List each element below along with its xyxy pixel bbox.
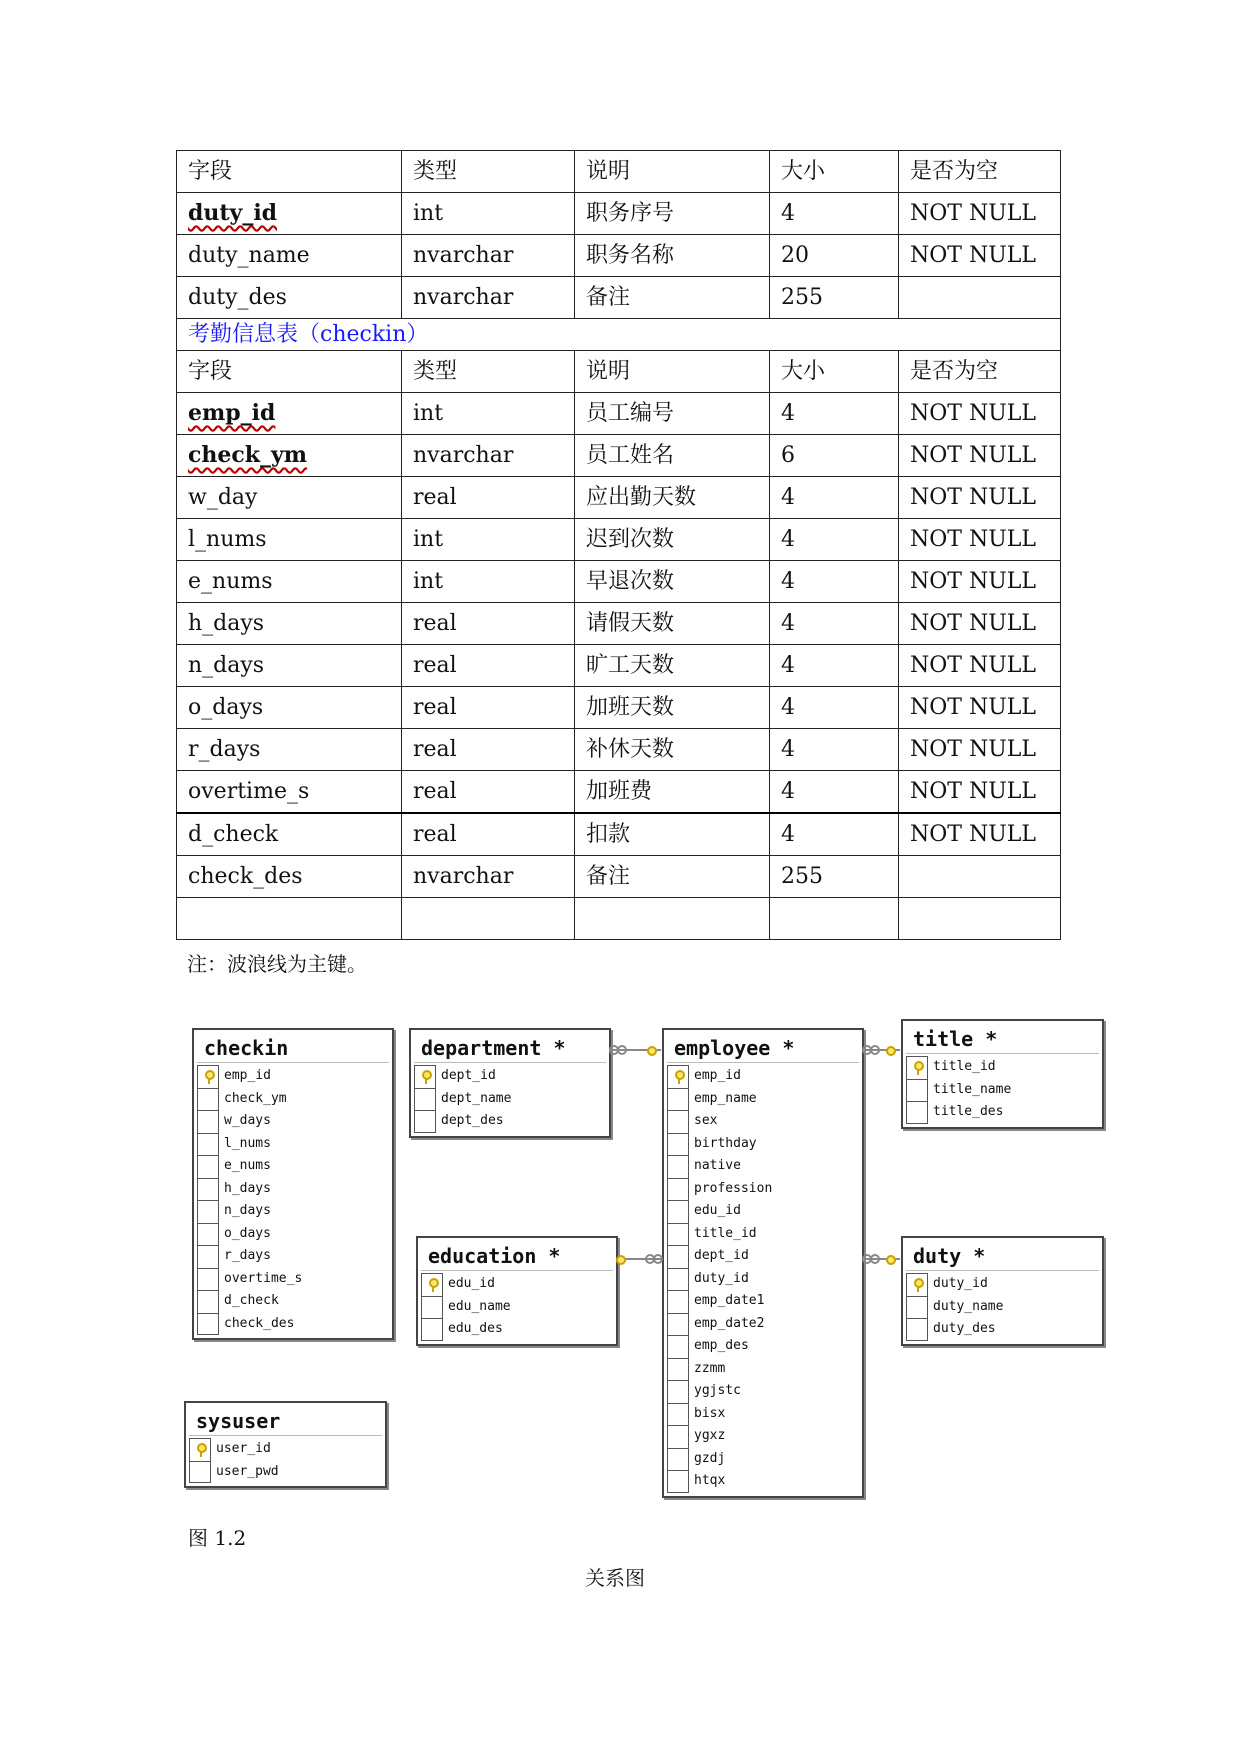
table-row: [177, 813, 1061, 856]
table-row: [177, 235, 1061, 277]
cell-field: l_nums: [177, 519, 402, 561]
field-table: [176, 150, 1061, 940]
header-cell: 是否为空: [899, 351, 1061, 393]
entity-name: duty *: [906, 1238, 1099, 1271]
entity-field-name: e_nums: [224, 1158, 271, 1173]
entity-field-row[interactable]: [667, 1245, 859, 1268]
entity-field-row[interactable]: [197, 1088, 389, 1111]
entity-field-row[interactable]: [667, 1425, 859, 1448]
cell-size: 4: [770, 477, 899, 519]
cell-type: real: [402, 813, 575, 856]
cell-size: 6: [770, 435, 899, 477]
primary-key-icon: [414, 1065, 436, 1088]
cell-type: int: [402, 193, 575, 235]
cell-size: 20: [770, 235, 899, 277]
entity-field-name: htqx: [694, 1473, 726, 1488]
entity-fields: [667, 1065, 859, 1493]
primary-key-icon: [421, 1273, 443, 1296]
key-icon: [913, 1061, 922, 1075]
field-marker: [667, 1290, 689, 1313]
entity-name: checkin: [197, 1030, 389, 1063]
entity-field-row[interactable]: [197, 1110, 389, 1133]
entity-field-row[interactable]: [414, 1065, 606, 1088]
entity-field-name: user_id: [216, 1441, 271, 1456]
field-marker: [667, 1110, 689, 1133]
empty-cell: [770, 898, 899, 940]
primary-key-icon: [906, 1056, 928, 1079]
cell-size: 4: [770, 771, 899, 814]
header-cell: 说明: [575, 151, 770, 193]
entity-field-row[interactable]: [421, 1318, 613, 1341]
entity-field-name: dept_name: [441, 1090, 512, 1106]
entity-field-name: emp_id: [694, 1068, 741, 1083]
entity-field-row[interactable]: [667, 1470, 859, 1493]
entity-education[interactable]: [416, 1236, 618, 1346]
entity-field-row[interactable]: [197, 1133, 389, 1156]
primary-key-icon: [906, 1273, 928, 1296]
entity-fields: [906, 1273, 1099, 1341]
cell-field: n_days: [177, 645, 402, 687]
cell-size: 4: [770, 813, 899, 856]
cell-field: emp_id: [177, 393, 402, 435]
figure-label: 图 1.2: [188, 1526, 247, 1550]
entity-checkin[interactable]: [192, 1028, 394, 1340]
field-marker: [414, 1110, 436, 1133]
cell-nullable: NOT NULL: [899, 435, 1061, 477]
cell-size: 4: [770, 603, 899, 645]
entity-field-row[interactable]: [667, 1313, 859, 1336]
entity-sysuser[interactable]: [184, 1401, 387, 1488]
cell-type: int: [402, 393, 575, 435]
cell-size: 4: [770, 519, 899, 561]
entity-field-name: title_id: [694, 1225, 757, 1241]
table-row: [177, 771, 1061, 814]
field-marker: [197, 1290, 219, 1313]
entity-field-row[interactable]: [667, 1290, 859, 1313]
table-row: [177, 277, 1061, 319]
empty-cell: [899, 898, 1061, 940]
cell-type: int: [402, 561, 575, 603]
cell-desc: 应出勤天数: [575, 477, 770, 519]
entity-field-name: check_ym: [224, 1090, 287, 1106]
field-marker: [667, 1470, 689, 1493]
empty-row: [177, 898, 1061, 940]
cell-nullable: NOT NULL: [899, 193, 1061, 235]
table-row: [177, 645, 1061, 687]
primary-key-icon: [189, 1438, 211, 1461]
header-cell: 大小: [770, 151, 899, 193]
entity-field-row[interactable]: [906, 1296, 1099, 1319]
entity-field-row[interactable]: [197, 1065, 389, 1088]
cell-field: duty_name: [177, 235, 402, 277]
table-row: [177, 561, 1061, 603]
entity-field-row[interactable]: [189, 1438, 382, 1461]
section-title: 考勤信息表（checkin）: [177, 319, 1061, 351]
entity-field-row[interactable]: [906, 1318, 1099, 1341]
entity-field-row[interactable]: [189, 1461, 382, 1484]
entity-field-name: emp_des: [694, 1338, 749, 1353]
cell-nullable: NOT NULL: [899, 393, 1061, 435]
field-marker: [197, 1245, 219, 1268]
cell-desc: 旷工天数: [575, 645, 770, 687]
cell-field: r_days: [177, 729, 402, 771]
cell-nullable: NOT NULL: [899, 235, 1061, 277]
header-cell: 字段: [177, 151, 402, 193]
entity-field-row[interactable]: [667, 1065, 859, 1088]
entity-field-name: d_check: [224, 1293, 279, 1308]
field-marker: [197, 1110, 219, 1133]
entity-department[interactable]: [409, 1028, 611, 1138]
field-marker: [667, 1155, 689, 1178]
entity-fields: [414, 1065, 606, 1133]
cell-field: o_days: [177, 687, 402, 729]
entity-name: education *: [421, 1238, 613, 1271]
cell-size: 4: [770, 729, 899, 771]
table-note: 注：波浪线为主键。: [187, 952, 367, 976]
entity-field-row[interactable]: [667, 1110, 859, 1133]
header-cell: 类型: [402, 351, 575, 393]
entity-field-name: o_days: [224, 1225, 271, 1241]
entity-field-row[interactable]: [667, 1335, 859, 1358]
cell-desc: 员工编号: [575, 393, 770, 435]
field-marker: [197, 1155, 219, 1178]
field-marker: [197, 1178, 219, 1201]
entity-fields: [421, 1273, 613, 1341]
key-icon: [913, 1278, 922, 1292]
entity-field-name: edu_id: [694, 1203, 741, 1218]
key-icon: [196, 1443, 205, 1457]
entity-field-name: edu_id: [448, 1276, 495, 1291]
cell-field: e_nums: [177, 561, 402, 603]
cell-desc: 职务名称: [575, 235, 770, 277]
table-header-row: [177, 351, 1061, 393]
relationship-employee-title[interactable]: [862, 1047, 900, 1053]
cell-size: 4: [770, 561, 899, 603]
entity-field-row[interactable]: [197, 1268, 389, 1291]
field-marker: [906, 1296, 928, 1319]
table-row: [177, 687, 1061, 729]
entity-fields: [197, 1065, 389, 1335]
table-row: [177, 856, 1061, 898]
field-marker: [667, 1425, 689, 1448]
cell-field: w_day: [177, 477, 402, 519]
field-marker: [667, 1178, 689, 1201]
field-marker: [197, 1133, 219, 1156]
entity-field-name: edu_name: [448, 1298, 511, 1314]
entity-field-name: gzdj: [694, 1450, 726, 1466]
key-icon: [428, 1278, 437, 1292]
field-marker: [667, 1358, 689, 1381]
table-header-row: [177, 151, 1061, 193]
cell-field: check_des: [177, 856, 402, 898]
entity-field-row[interactable]: [414, 1088, 606, 1111]
entity-field-name: zzmm: [694, 1360, 726, 1376]
entity-field-name: title_des: [933, 1104, 1004, 1119]
cell-type: nvarchar: [402, 235, 575, 277]
entity-field-name: sex: [694, 1113, 718, 1128]
section-row: [177, 319, 1061, 351]
field-marker: [667, 1403, 689, 1426]
entity-field-row[interactable]: [906, 1079, 1099, 1102]
header-cell: 大小: [770, 351, 899, 393]
entity-field-row[interactable]: [667, 1088, 859, 1111]
cell-nullable: [899, 856, 1061, 898]
entity-field-name: emp_name: [694, 1090, 757, 1106]
cell-type: real: [402, 771, 575, 814]
entity-field-row[interactable]: [421, 1273, 613, 1296]
entity-fields: [906, 1056, 1099, 1124]
field-marker: [197, 1313, 219, 1336]
key-icon: [204, 1070, 213, 1084]
entity-field-name: bisx: [694, 1405, 726, 1421]
entity-field-row[interactable]: [667, 1448, 859, 1471]
entity-field-name: birthday: [694, 1135, 757, 1151]
cell-nullable: NOT NULL: [899, 645, 1061, 687]
cell-size: 255: [770, 277, 899, 319]
entity-field-row[interactable]: [197, 1245, 389, 1268]
field-marker: [667, 1335, 689, 1358]
table-row: [177, 477, 1061, 519]
field-marker: [667, 1223, 689, 1246]
entity-duty[interactable]: [901, 1236, 1104, 1346]
entity-field-name: title_name: [933, 1081, 1012, 1097]
field-marker: [906, 1101, 928, 1124]
table-row: [177, 435, 1061, 477]
entity-field-name: emp_date1: [694, 1293, 765, 1308]
cell-desc: 请假天数: [575, 603, 770, 645]
entity-title[interactable]: [901, 1019, 1104, 1129]
entity-field-name: native: [694, 1158, 741, 1173]
cell-type: nvarchar: [402, 856, 575, 898]
entity-field-row[interactable]: [667, 1403, 859, 1426]
cell-type: real: [402, 687, 575, 729]
header-cell: 是否为空: [899, 151, 1061, 193]
cell-field: overtime_s: [177, 771, 402, 814]
table-row: [177, 603, 1061, 645]
entity-field-name: w_days: [224, 1113, 271, 1128]
entity-field-name: emp_id: [224, 1068, 271, 1083]
field-marker: [421, 1296, 443, 1319]
field-marker: [667, 1133, 689, 1156]
field-marker: [667, 1380, 689, 1403]
cell-type: real: [402, 603, 575, 645]
entity-field-name: n_days: [224, 1203, 271, 1218]
entity-field-row[interactable]: [197, 1313, 389, 1336]
cell-desc: 迟到次数: [575, 519, 770, 561]
field-marker: [197, 1223, 219, 1246]
entity-field-name: duty_des: [933, 1321, 996, 1336]
entity-field-row[interactable]: [197, 1200, 389, 1223]
cell-desc: 扣款: [575, 813, 770, 856]
cell-desc: 加班费: [575, 771, 770, 814]
cell-type: nvarchar: [402, 277, 575, 319]
field-marker: [197, 1200, 219, 1223]
table-row: [177, 193, 1061, 235]
entity-field-row[interactable]: [421, 1296, 613, 1319]
primary-key-icon: [667, 1065, 689, 1088]
entity-field-row[interactable]: [667, 1178, 859, 1201]
cell-field: check_ym: [177, 435, 402, 477]
entity-field-name: title_id: [933, 1059, 996, 1074]
cell-nullable: NOT NULL: [899, 729, 1061, 771]
entity-field-name: duty_id: [694, 1270, 749, 1286]
figure-title: 关系图: [585, 1566, 645, 1590]
cell-desc: 备注: [575, 856, 770, 898]
field-marker: [667, 1245, 689, 1268]
cell-size: 4: [770, 393, 899, 435]
header-cell: 说明: [575, 351, 770, 393]
entity-field-row[interactable]: [667, 1155, 859, 1178]
header-cell: 字段: [177, 351, 402, 393]
entity-field-row[interactable]: [667, 1380, 859, 1403]
cell-nullable: NOT NULL: [899, 561, 1061, 603]
relationship-department-employee[interactable]: [609, 1047, 661, 1053]
cell-field: duty_id: [177, 193, 402, 235]
entity-field-name: r_days: [224, 1248, 271, 1263]
field-marker: [906, 1318, 928, 1341]
entity-field-name: ygxz: [694, 1428, 726, 1443]
cell-nullable: [899, 277, 1061, 319]
cell-size: 4: [770, 645, 899, 687]
field-marker: [421, 1318, 443, 1341]
key-icon: [421, 1070, 430, 1084]
entity-name: department *: [414, 1030, 606, 1063]
entity-name: sysuser: [189, 1403, 382, 1436]
entity-field-row[interactable]: [906, 1056, 1099, 1079]
table-row: [177, 393, 1061, 435]
cell-nullable: NOT NULL: [899, 687, 1061, 729]
entity-field-name: user_pwd: [216, 1463, 279, 1479]
entity-field-row[interactable]: [667, 1200, 859, 1223]
cell-desc: 加班天数: [575, 687, 770, 729]
entity-field-row[interactable]: [667, 1223, 859, 1246]
empty-cell: [177, 898, 402, 940]
cell-field: duty_des: [177, 277, 402, 319]
cell-size: 255: [770, 856, 899, 898]
entity-field-row[interactable]: [197, 1178, 389, 1201]
key-icon: [674, 1070, 683, 1084]
cell-nullable: NOT NULL: [899, 519, 1061, 561]
entity-field-name: dept_id: [694, 1248, 749, 1263]
cell-desc: 员工姓名: [575, 435, 770, 477]
cell-size: 4: [770, 687, 899, 729]
entity-field-name: l_nums: [224, 1135, 271, 1151]
entity-fields: [189, 1438, 382, 1483]
cell-nullable: NOT NULL: [899, 603, 1061, 645]
cell-field: d_check: [177, 813, 402, 856]
entity-field-row[interactable]: [197, 1223, 389, 1246]
entity-name: employee *: [667, 1030, 859, 1063]
entity-field-name: ygjstc: [694, 1383, 741, 1398]
table-row: [177, 519, 1061, 561]
cell-nullable: NOT NULL: [899, 813, 1061, 856]
table-row: [177, 729, 1061, 771]
entity-field-name: profession: [694, 1180, 773, 1196]
cell-type: int: [402, 519, 575, 561]
field-marker: [197, 1268, 219, 1291]
header-cell: 类型: [402, 151, 575, 193]
entity-field-name: check_des: [224, 1315, 295, 1331]
relationship-education-employee[interactable]: [616, 1256, 661, 1262]
field-marker: [189, 1461, 211, 1484]
cell-desc: 早退次数: [575, 561, 770, 603]
entity-field-name: edu_des: [448, 1321, 503, 1336]
cell-field: h_days: [177, 603, 402, 645]
field-marker: [667, 1313, 689, 1336]
entity-field-name: dept_id: [441, 1068, 496, 1083]
primary-key-icon: [197, 1065, 219, 1088]
entity-field-name: h_days: [224, 1180, 271, 1196]
cell-type: nvarchar: [402, 435, 575, 477]
entity-field-row[interactable]: [906, 1273, 1099, 1296]
field-marker: [667, 1268, 689, 1291]
field-marker: [906, 1079, 928, 1102]
field-marker: [667, 1448, 689, 1471]
field-marker: [197, 1088, 219, 1111]
cell-nullable: NOT NULL: [899, 477, 1061, 519]
empty-cell: [402, 898, 575, 940]
entity-field-name: duty_name: [933, 1298, 1004, 1314]
cell-nullable: NOT NULL: [899, 771, 1061, 814]
entity-field-row[interactable]: [906, 1101, 1099, 1124]
entity-name: title *: [906, 1021, 1099, 1054]
field-marker: [414, 1088, 436, 1111]
relationship-employee-duty[interactable]: [862, 1256, 900, 1262]
entity-employee[interactable]: [662, 1028, 864, 1498]
empty-cell: [575, 898, 770, 940]
entity-field-row[interactable]: [667, 1133, 859, 1156]
entity-field-row[interactable]: [414, 1110, 606, 1133]
cell-type: real: [402, 477, 575, 519]
cell-desc: 补休天数: [575, 729, 770, 771]
cell-type: real: [402, 645, 575, 687]
entity-field-name: overtime_s: [224, 1270, 303, 1286]
cell-desc: 职务序号: [575, 193, 770, 235]
cell-type: real: [402, 729, 575, 771]
entity-field-name: dept_des: [441, 1113, 504, 1128]
cell-desc: 备注: [575, 277, 770, 319]
field-marker: [667, 1200, 689, 1223]
field-marker: [667, 1088, 689, 1111]
cell-size: 4: [770, 193, 899, 235]
entity-field-row[interactable]: [667, 1358, 859, 1381]
entity-field-name: emp_date2: [694, 1315, 765, 1331]
entity-field-row[interactable]: [667, 1268, 859, 1291]
entity-field-name: duty_id: [933, 1276, 988, 1291]
entity-field-row[interactable]: [197, 1290, 389, 1313]
entity-field-row[interactable]: [197, 1155, 389, 1178]
